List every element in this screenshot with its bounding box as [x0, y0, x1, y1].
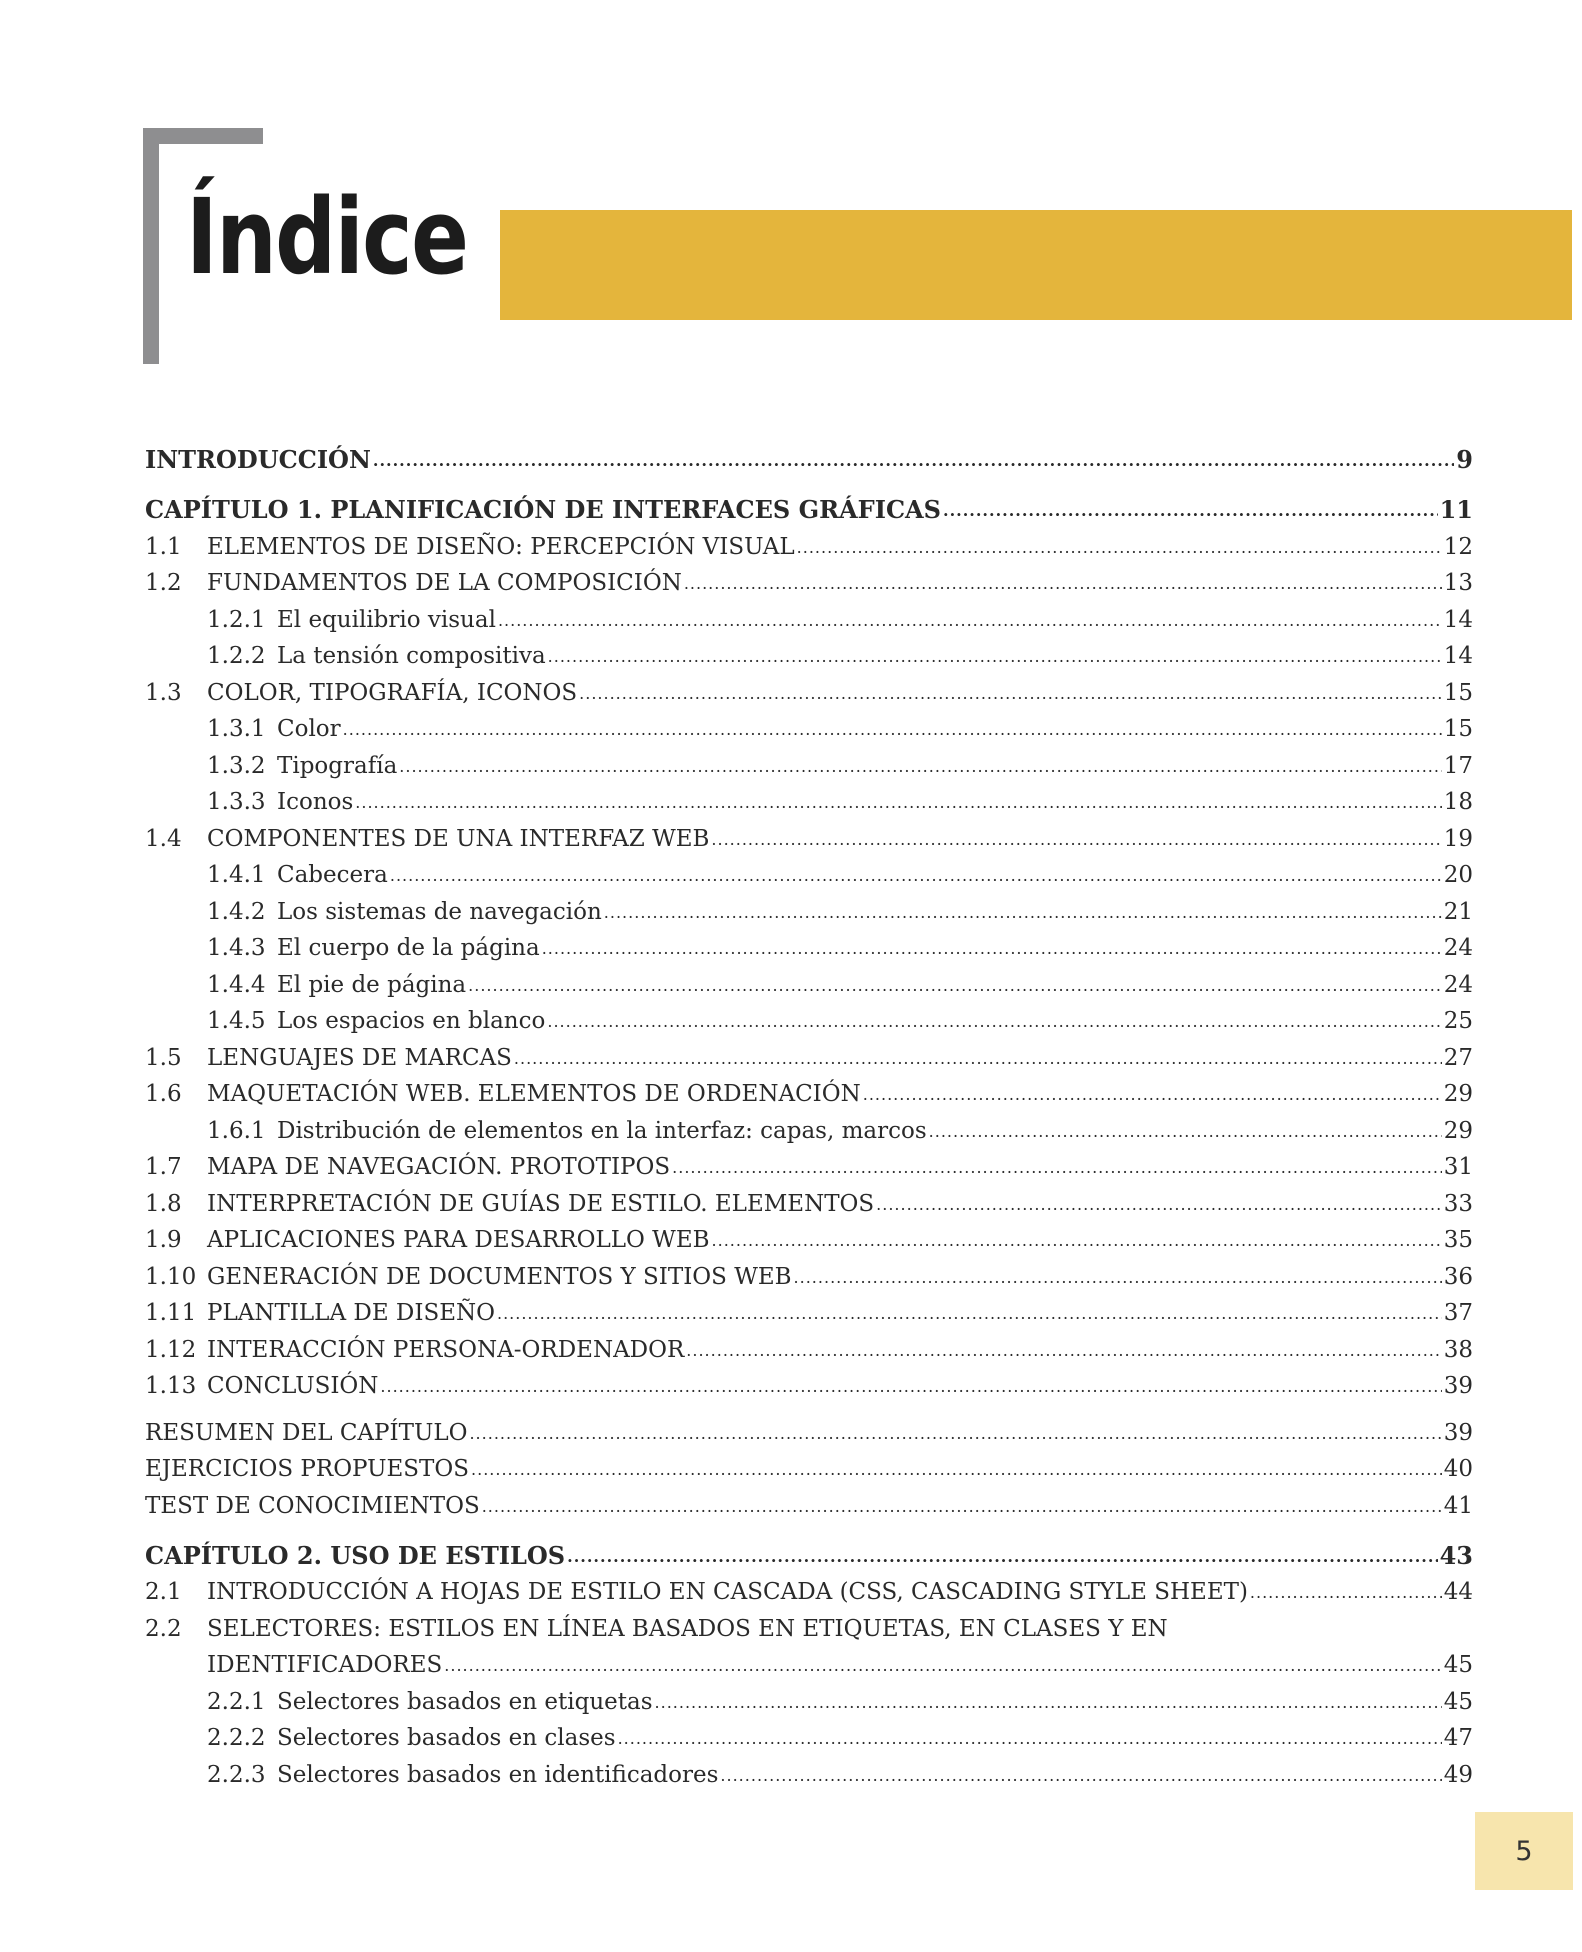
toc-entry-label: Cabecera — [277, 862, 388, 888]
toc-entry-page: 31 — [1443, 1154, 1473, 1180]
toc-entry-page: 36 — [1443, 1263, 1473, 1290]
toc-entry-page: 33 — [1443, 1190, 1473, 1217]
toc-dot-leader — [482, 1499, 1442, 1518]
toc-entry-number: 1.8 — [145, 1190, 182, 1217]
toc-entry-label: APLICACIONES PARA DESARROLLO WEB — [207, 1227, 710, 1253]
toc-entry-label: GENERACIÓN DE DOCUMENTOS Y SITIOS WEB — [207, 1263, 792, 1290]
table-of-contents — [145, 432, 1473, 1787]
toc-entry — [145, 482, 1473, 522]
toc-entry-number: 1.3.2 — [207, 752, 266, 779]
toc-entry-label: SELECTORES: ESTILOS EN LÍNEA BASADOS EN ETIQUETAS, EN CLASES Y EN — [207, 1615, 1168, 1642]
toc-entry-label: Los espacios en blanco — [277, 1008, 546, 1034]
toc-dot-leader — [712, 1233, 1442, 1252]
toc-entry-label: COMPONENTES DE UNA INTERFAZ WEB — [207, 825, 710, 852]
toc-entry-number: 1.13 — [145, 1373, 197, 1399]
toc-entry-page: 15 — [1443, 716, 1473, 742]
toc-dot-leader — [579, 686, 1442, 705]
toc-entry-page: 21 — [1443, 898, 1473, 925]
toc-entry — [145, 432, 1473, 472]
toc-entry-label: El pie de página — [277, 971, 467, 998]
toc-entry-page: 17 — [1443, 752, 1473, 779]
toc-dot-leader — [390, 868, 1442, 887]
toc-entry-label: INTERACCIÓN PERSONA-ORDENADOR — [207, 1336, 685, 1363]
toc-dot-leader — [471, 1462, 1442, 1481]
toc-entry — [145, 1568, 1473, 1605]
toc-dot-leader — [876, 1197, 1442, 1216]
toc-entry — [145, 1362, 1473, 1399]
toc-entry-label: TEST DE CONOCIMIENTOS — [145, 1492, 480, 1519]
toc-entry — [145, 1528, 1473, 1568]
toc-dot-leader — [655, 1695, 1442, 1714]
toc-entry — [145, 1106, 1473, 1143]
title-bracket-horizontal — [143, 128, 263, 144]
toc-entry-number: 1.9 — [145, 1227, 182, 1253]
toc-dot-leader — [373, 453, 1454, 472]
toc-dot-leader — [497, 1306, 1442, 1325]
toc-dot-leader — [618, 1731, 1442, 1750]
toc-entry-label: Color — [277, 716, 341, 742]
toc-entry-label: RESUMEN DEL CAPÍTULO — [145, 1419, 468, 1446]
toc-entry — [145, 632, 1473, 669]
toc-entry-label: INTERPRETACIÓN DE GUÍAS DE ESTILO. ELEMENTOS — [207, 1190, 875, 1217]
toc-entry — [145, 705, 1473, 742]
toc-dot-leader — [343, 722, 1442, 741]
toc-entry-number: 1.7 — [145, 1154, 182, 1180]
toc-entry-page: 25 — [1443, 1008, 1473, 1034]
toc-entry-label: FUNDAMENTOS DE LA COMPOSICIÓN — [207, 570, 682, 596]
toc-entry — [145, 1033, 1473, 1070]
toc-entry-number: 1.2 — [145, 570, 182, 596]
toc-entry — [145, 1216, 1473, 1253]
toc-entry-label: INTRODUCCIÓN — [145, 445, 371, 474]
toc-entry-page: 14 — [1443, 606, 1473, 633]
toc-entry-number: 2.2.2 — [207, 1725, 266, 1751]
toc-dot-leader — [711, 832, 1441, 851]
toc-entry — [145, 1714, 1473, 1751]
toc-entry-number: 1.10 — [145, 1263, 197, 1290]
toc-entry-label: EJERCICIOS PROPUESTOS — [145, 1456, 470, 1482]
toc-entry-page: 39 — [1443, 1419, 1473, 1446]
toc-entry-page: 13 — [1443, 570, 1473, 596]
toc-entry-label: El equilibrio visual — [277, 606, 496, 633]
toc-entry-label: Los sistemas de navegación — [277, 898, 602, 925]
toc-entry-number: 1.2.2 — [207, 643, 266, 669]
toc-dot-leader — [444, 1658, 1441, 1677]
toc-entry-label: El cuerpo de la página — [277, 935, 540, 961]
toc-entry-number: 1.4.2 — [207, 898, 266, 925]
toc-entry-label: LENGUAJES DE MARCAS — [207, 1044, 512, 1071]
toc-entry — [145, 1143, 1473, 1180]
toc-entry-number: 1.5 — [145, 1044, 182, 1071]
toc-entry — [145, 960, 1473, 997]
toc-entry-label: COLOR, TIPOGRAFÍA, ICONOS — [207, 679, 578, 706]
page-title: Índice — [186, 176, 468, 298]
toc-entry-number: 1.2.1 — [207, 606, 266, 633]
toc-entry-number: 1.3.1 — [207, 716, 266, 742]
toc-entry-number: 1.4.5 — [207, 1008, 266, 1034]
toc-entry-number: 1.4.4 — [207, 971, 266, 998]
toc-entry — [145, 741, 1473, 778]
toc-dot-leader — [399, 759, 1441, 778]
toc-entry — [145, 778, 1473, 815]
toc-entry-label: MAQUETACIÓN WEB. ELEMENTOS DE ORDENACIÓN — [207, 1081, 861, 1107]
toc-entry-page: 14 — [1443, 643, 1473, 669]
toc-entry-number: 1.3 — [145, 679, 182, 706]
toc-entry-page: 15 — [1443, 679, 1473, 706]
toc-dot-leader — [548, 649, 1442, 668]
toc-entry — [145, 1252, 1473, 1289]
toc-entry-number: 2.2.3 — [207, 1761, 266, 1788]
toc-dot-leader — [684, 576, 1442, 595]
toc-entry-page: 20 — [1443, 862, 1473, 888]
toc-entry-page: 35 — [1443, 1227, 1473, 1253]
toc-entry-label: Distribución de elementos en la interfaz: capas, marcos — [277, 1117, 927, 1144]
toc-entry-label: Iconos — [277, 789, 354, 815]
toc-entry-page: 49 — [1443, 1761, 1473, 1788]
toc-entry — [145, 851, 1473, 888]
toc-dot-leader — [355, 795, 1441, 814]
toc-entry — [145, 559, 1473, 596]
toc-entry-page: 27 — [1443, 1044, 1473, 1071]
toc-entry — [145, 997, 1473, 1034]
toc-entry-number: 1.6 — [145, 1081, 182, 1107]
toc-entry-page: 37 — [1443, 1300, 1473, 1326]
toc-entry — [145, 814, 1473, 851]
toc-entry-number: 1.4 — [145, 825, 182, 852]
toc-entry-label: CAPÍTULO 2. USO DE ESTILOS — [145, 1540, 566, 1570]
toc-entry-label: Selectores basados en clases — [277, 1725, 616, 1751]
toc-dot-leader — [797, 540, 1442, 559]
toc-dot-leader — [686, 1343, 1441, 1362]
toc-entry-page: 38 — [1443, 1336, 1473, 1363]
toc-entry-label: La tensión compositiva — [277, 643, 546, 669]
toc-entry — [145, 595, 1473, 632]
toc-dot-leader — [720, 1768, 1441, 1787]
toc-dot-leader — [542, 941, 1442, 960]
toc-dot-leader — [1250, 1585, 1442, 1604]
toc-entry-label: ELEMENTOS DE DISEÑO: PERCEPCIÓN VISUAL — [207, 533, 795, 560]
toc-entry-page: 44 — [1443, 1579, 1473, 1605]
toc-entry-page: 45 — [1443, 1652, 1473, 1678]
toc-dot-leader — [863, 1087, 1442, 1106]
toc-entry-number: 1.11 — [145, 1300, 197, 1326]
toc-dot-leader — [672, 1160, 1442, 1179]
toc-entry-page: 9 — [1456, 445, 1473, 474]
title-accent-bar — [500, 210, 1572, 320]
toc-dot-leader — [794, 1270, 1442, 1289]
page-number: 5 — [1475, 1812, 1573, 1890]
toc-entry-page: 12 — [1443, 533, 1473, 560]
toc-entry — [145, 1604, 1473, 1641]
toc-dot-leader — [929, 1124, 1442, 1143]
toc-entry — [145, 887, 1473, 924]
toc-dot-leader — [514, 1051, 1442, 1070]
toc-entry-label: INTRODUCCIÓN A HOJAS DE ESTILO EN CASCADA (CSS, CASCADING STYLE SHEET) — [207, 1579, 1248, 1605]
toc-entry — [145, 668, 1473, 705]
toc-entry — [145, 1641, 1473, 1678]
toc-entry-page: 18 — [1443, 789, 1473, 815]
toc-entry-page: 29 — [1443, 1081, 1473, 1107]
toc-dot-leader — [498, 613, 1442, 632]
toc-entry-number: 2.2.1 — [207, 1688, 266, 1715]
toc-entry-number: 1.4.3 — [207, 935, 266, 961]
toc-entry-number: 2.2 — [145, 1615, 182, 1642]
toc-entry-page: 40 — [1443, 1456, 1473, 1482]
toc-dot-leader — [567, 1549, 1437, 1568]
toc-entry-label: MAPA DE NAVEGACIÓN. PROTOTIPOS — [207, 1154, 671, 1180]
toc-entry-label: IDENTIFICADORES — [207, 1652, 443, 1678]
toc-entry — [145, 522, 1473, 559]
toc-entry-page: 41 — [1443, 1492, 1473, 1519]
toc-entry-label: Tipografía — [277, 752, 398, 779]
toc-entry-label: Selectores basados en etiquetas — [277, 1688, 653, 1715]
toc-entry-number: 1.12 — [145, 1336, 197, 1363]
toc-entry-number: 2.1 — [145, 1579, 182, 1605]
toc-entry-page: 24 — [1443, 971, 1473, 998]
toc-entry — [145, 1445, 1473, 1482]
toc-entry — [145, 924, 1473, 961]
toc-entry-page: 11 — [1439, 495, 1473, 524]
toc-entry — [145, 1179, 1473, 1216]
toc-entry-page: 24 — [1443, 935, 1473, 961]
toc-entry-page: 19 — [1443, 825, 1473, 852]
toc-entry-label: CONCLUSIÓN — [207, 1373, 379, 1399]
toc-entry-number: 1.4.1 — [207, 862, 266, 888]
toc-entry-number: 1.6.1 — [207, 1117, 266, 1144]
toc-dot-leader — [547, 1014, 1441, 1033]
toc-entry — [145, 1325, 1473, 1362]
toc-entry — [145, 1481, 1473, 1518]
toc-entry-number: 1.3.3 — [207, 789, 266, 815]
toc-entry-label: PLANTILLA DE DISEÑO — [207, 1300, 495, 1326]
title-bracket-vertical — [143, 128, 159, 364]
toc-dot-leader — [380, 1379, 1441, 1398]
toc-entry-page: 39 — [1443, 1373, 1473, 1399]
toc-entry — [145, 1408, 1473, 1445]
toc-dot-leader — [943, 503, 1438, 522]
toc-entry-page: 47 — [1443, 1725, 1473, 1751]
toc-entry-page: 45 — [1443, 1688, 1473, 1715]
toc-entry — [145, 1289, 1473, 1326]
toc-entry-page: 29 — [1443, 1117, 1473, 1144]
toc-entry-label: CAPÍTULO 1. PLANIFICACIÓN DE INTERFACES GRÁFICAS — [145, 495, 941, 524]
toc-entry-page: 43 — [1439, 1540, 1473, 1570]
toc-entry — [145, 1677, 1473, 1714]
toc-entry-number: 1.1 — [145, 533, 182, 560]
toc-dot-leader — [468, 978, 1442, 997]
toc-entry — [145, 1070, 1473, 1107]
toc-entry-label: Selectores basados en identificadores — [277, 1761, 719, 1788]
toc-entry — [145, 1750, 1473, 1787]
toc-dot-leader — [469, 1426, 1441, 1445]
toc-dot-leader — [604, 905, 1442, 924]
